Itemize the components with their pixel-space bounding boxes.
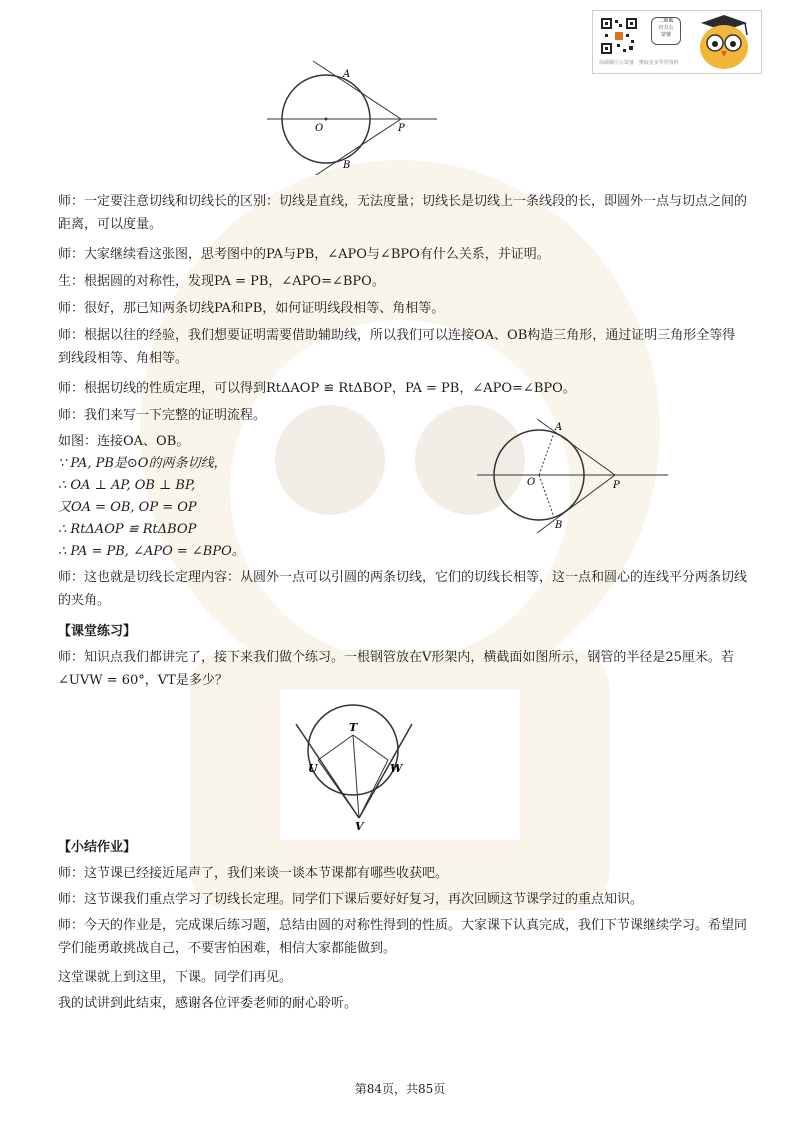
point-label-u: U <box>308 762 318 775</box>
section-title-summary: 【小结作业】 <box>58 840 137 855</box>
paragraph-summary-1: 师：这节课已经接近尾声了，我们来谈一谈本节课都有哪些收获吧。 <box>58 866 449 881</box>
point-label-t: T <box>349 721 358 734</box>
paragraph-question: 师：大家继续看这张图，思考图中的PA与PB，∠APO与∠BPO有什么关系，并证明。 <box>58 247 550 262</box>
point-label-b: B <box>343 160 351 171</box>
paragraph-theorem: 师：这也就是切线长定理内容：从圆外一点可以引圆的两条切线，它们的切线长相等，这一点和圆心的连线平分两条切线的夹角。 <box>58 570 748 608</box>
point-label-p: P <box>613 480 620 491</box>
speech-bubble: 二維碼 官方公 眾號 <box>651 17 681 45</box>
proof-line: 如图：连接OA、OB。 <box>58 434 190 449</box>
figure-tangent-lines-2 <box>475 415 670 540</box>
paragraph-homework: 师：今天的作业是，完成课后练习题，总结由圆的对称性得到的性质。大家课下认真完成，我们下节课继续学习。希望同学们能勇敢挑战自己，不要害怕困难，相信大家都能做到。 <box>58 918 748 956</box>
paragraph-thanks: 我的试讲到此结束，感谢各位评委老师的耐心聆听。 <box>58 996 358 1011</box>
paragraph-how-to-prove: 师：很好，那已知两条切线PA和PB，如何证明线段相等、角相等。 <box>58 301 445 316</box>
point-label-o: O <box>527 477 536 488</box>
point-label-p: P <box>398 123 405 134</box>
point-label-a: A <box>343 69 351 80</box>
paragraph-student-answer: 生：根据圆的对称性，发现PA = PB，∠APO=∠BPO。 <box>58 274 385 289</box>
point-label-b: B <box>555 520 563 531</box>
paragraph-summary-2: 师：这节课我们重点学习了切线长定理。同学们下课后要好好复习，再次回顾这节课学过的重点知识。 <box>58 892 644 907</box>
page-number: 第84页，共85页 <box>354 1082 446 1096</box>
paragraph-auxiliary-lines: 师：根据以往的经验，我们想要证明需要借助辅助线，所以我们可以连接OA、OB构造三角形，通过证明三角形全等得到线段相等、角相等。 <box>58 328 736 366</box>
proof-line: ∵ PA, PB是⊙O的两条切线， <box>58 456 227 471</box>
section-title-practice: 【课堂练习】 <box>58 624 137 639</box>
paragraph-congruence: 师：根据切线的性质定理，可以得到RtΔAOP ≌ RtΔBOP，PA = PB，∠APO=∠BPO。 <box>58 381 576 396</box>
paragraph-class-end: 这堂课就上到这里，下课。同学们再见。 <box>58 970 293 985</box>
header-logo <box>592 10 762 74</box>
qr-code-icon <box>599 16 639 56</box>
point-label-o: O <box>315 123 324 134</box>
proof-line: ∴ OA ⊥ AP, OB ⊥ BP, <box>58 478 196 493</box>
proof-line: ∴ RtΔAOP ≌ RtΔBOP <box>58 522 197 537</box>
paragraph-tangent-distinction: 师：一定要注意切线和切线长的区别：切线是直线，无法度量；切线长是切线上一条线段的长，即圆外一点与切点之间的距离，可以度量。 <box>58 194 748 232</box>
point-label-w: W <box>390 762 403 775</box>
point-label-a: A <box>555 422 563 433</box>
paragraph-exercise: 师：知识点我们都讲完了，接下来我们做个练习。一根钢管放在V形架内，横截面如图所示，钢管的半径是25厘米。若∠UVW = 60°，VT是多少？ <box>58 650 734 688</box>
logo-caption: 掃碼關注公眾號 · 獲取更多學習資料 <box>599 60 679 66</box>
owl-mascot-icon <box>693 13 755 71</box>
point-label-v: V <box>355 820 364 833</box>
paragraph-proof-intro: 师：我们来写一下完整的证明流程。 <box>58 408 267 423</box>
proof-line: 又OA = OB, OP = OP <box>58 500 197 515</box>
proof-line: ∴ PA = PB, ∠APO = ∠BPO。 <box>58 544 245 559</box>
figure-tangent-lines-1 <box>255 55 445 175</box>
figure-v-shaped-holder <box>290 698 425 833</box>
